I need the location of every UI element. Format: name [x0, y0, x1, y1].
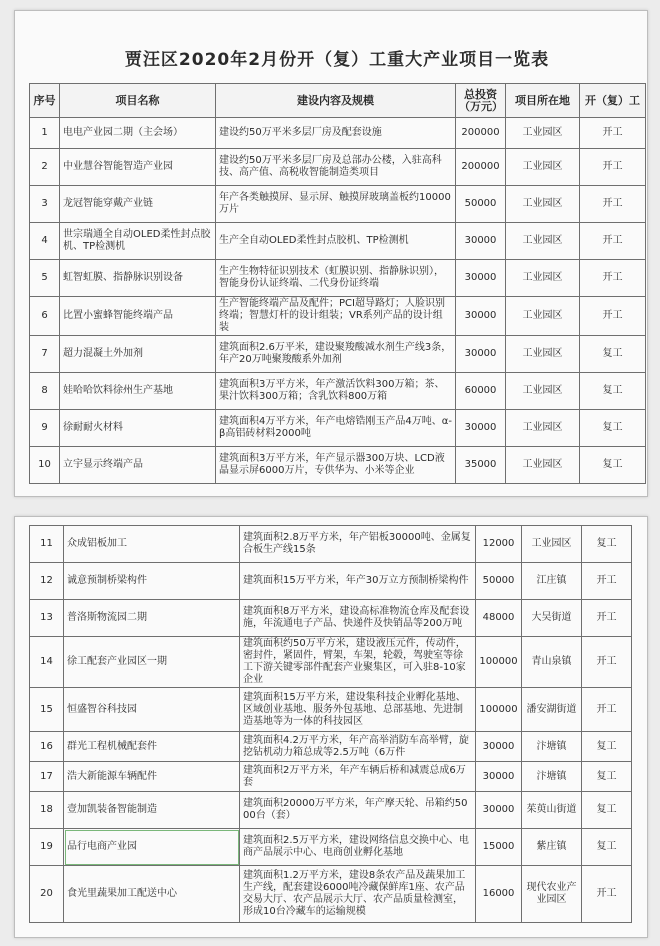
total-investment: 12000 — [476, 526, 522, 563]
project-location: 工业园区 — [506, 336, 580, 373]
total-investment: 200000 — [456, 118, 506, 149]
total-investment: 50000 — [456, 186, 506, 223]
project-name: 比置小蜜蜂智能终端产品 — [60, 297, 216, 336]
table-row — [30, 637, 632, 688]
document-title: 贾汪区2020年2月份开（复）工重大产业项目一览表 — [124, 50, 550, 70]
header-status: 开（复）工 — [580, 84, 646, 118]
project-name: 群光工程机械配套件 — [64, 732, 240, 762]
table-row — [30, 149, 646, 186]
row-number: 16 — [30, 732, 64, 762]
project-table-part-1 — [29, 83, 646, 484]
table-header-row — [30, 84, 646, 118]
project-content: 生产智能终端产品及配件；PCI超导路灯；人脸识别终端；智慧灯杆的设计组装；VR系列产品的设计组装 — [216, 297, 456, 336]
total-investment: 30000 — [476, 762, 522, 792]
project-location: 汴塘镇 — [522, 732, 582, 762]
table-row — [30, 260, 646, 297]
table-row — [30, 526, 632, 563]
total-investment: 30000 — [456, 297, 506, 336]
project-name: 超力混凝土外加剂 — [60, 336, 216, 373]
total-investment: 100000 — [476, 688, 522, 732]
total-investment: 15000 — [476, 829, 522, 866]
total-investment: 48000 — [476, 600, 522, 637]
project-status: 开工 — [580, 186, 646, 223]
project-name: 品行电商产业园 — [64, 829, 240, 866]
row-number: 19 — [30, 829, 64, 866]
header-invest: 总投资（万元） — [456, 84, 506, 118]
table-sheet-top — [14, 10, 648, 497]
row-number: 9 — [30, 410, 60, 447]
project-location: 工业园区 — [506, 118, 580, 149]
project-location: 工业园区 — [506, 373, 580, 410]
project-location: 工业园区 — [506, 447, 580, 484]
row-number: 1 — [30, 118, 60, 149]
project-status: 开工 — [580, 149, 646, 186]
project-name: 徐工配套产业园区一期 — [64, 637, 240, 688]
project-name: 食光里蔬果加工配送中心 — [64, 866, 240, 923]
row-number: 5 — [30, 260, 60, 297]
row-number: 7 — [30, 336, 60, 373]
row-number: 11 — [30, 526, 64, 563]
row-number: 17 — [30, 762, 64, 792]
project-status: 开工 — [580, 260, 646, 297]
project-status: 复工 — [582, 732, 632, 762]
table-row — [30, 118, 646, 149]
table-row — [30, 410, 646, 447]
project-content: 建设约50万平米多层厂房及总部办公楼，入驻高科技、高产值、高税收智能制造类项目 — [216, 149, 456, 186]
table-sheet-bottom — [14, 516, 648, 938]
project-content: 建筑面积2.6万平米，建设聚羧酸减水剂生产线3条，年产20万吨聚羧酸系外加剂 — [216, 336, 456, 373]
project-status: 复工 — [580, 336, 646, 373]
project-status: 开工 — [580, 118, 646, 149]
total-investment: 50000 — [476, 563, 522, 600]
project-content: 建筑面积3万平方米，年产显示器300万块、LCD液晶显示屏6000万片，专供华为、小米等企业 — [216, 447, 456, 484]
project-status: 开工 — [582, 637, 632, 688]
project-name: 恒盛智谷科技园 — [64, 688, 240, 732]
total-investment: 200000 — [456, 149, 506, 186]
row-number: 8 — [30, 373, 60, 410]
total-investment: 30000 — [456, 260, 506, 297]
table-row — [30, 336, 646, 373]
project-content: 建筑面积2.5万平方米，建设网络信息交换中心、电商产品展示中心、电商创业孵化基地 — [240, 829, 476, 866]
project-content: 建筑面积15万平方米，年产30万立方预制桥梁构件 — [240, 563, 476, 600]
row-number: 12 — [30, 563, 64, 600]
table-row — [30, 223, 646, 260]
project-content: 建筑面积2万平方米，年产车辆后桥和减震总成6万套 — [240, 762, 476, 792]
project-status: 开工 — [582, 866, 632, 923]
project-table-part-2 — [29, 525, 632, 923]
table-row — [30, 762, 632, 792]
project-content: 建筑面积4万平方米，年产电熔锆刚玉产品4万吨、α-β高铝砖材料2000吨 — [216, 410, 456, 447]
table-row — [30, 866, 632, 923]
project-name: 虹智虹膜、指静脉识别设备 — [60, 260, 216, 297]
project-content: 建筑面积4.2万平方米，年产高举消防车高举臂，旋挖钻机动力箱总成等2.5万吨（6万件 — [240, 732, 476, 762]
project-status: 复工 — [582, 829, 632, 866]
table-row — [30, 829, 632, 866]
project-status: 复工 — [580, 447, 646, 484]
project-content: 建筑面积2.8万平方米，年产铝板30000吨、金属复合板生产线15条 — [240, 526, 476, 563]
project-content: 建筑面积1.2万平方米，建设8条农产品及蔬果加工生产线，配套建设6000吨冷藏保鲜库1座、农产品交易大厅、农产品展示大厅、农产品质量检测室，形成10台冷藏车的运输规模 — [240, 866, 476, 923]
project-location: 工业园区 — [506, 149, 580, 186]
project-name: 电电产业园二期（主会场） — [60, 118, 216, 149]
project-location: 工业园区 — [506, 410, 580, 447]
project-location: 青山泉镇 — [522, 637, 582, 688]
project-content: 建筑面积15万平方米，建设集科技企业孵化基地、区域创业基地、服务外包基地、总部基地、先进制造基地等为一体的科技园区 — [240, 688, 476, 732]
project-name: 世宗瑞通全自动OLED柔性封点胶机、TP检测机 — [60, 223, 216, 260]
total-investment: 100000 — [476, 637, 522, 688]
project-content: 生产全自动OLED柔性封点胶机、TP检测机 — [216, 223, 456, 260]
table-row — [30, 600, 632, 637]
table-row — [30, 373, 646, 410]
project-location: 紫庄镇 — [522, 829, 582, 866]
table-row — [30, 792, 632, 829]
project-location: 工业园区 — [506, 223, 580, 260]
row-number: 10 — [30, 447, 60, 484]
table-row — [30, 688, 632, 732]
header-no: 序号 — [30, 84, 60, 118]
total-investment: 30000 — [456, 223, 506, 260]
project-location: 工业园区 — [506, 260, 580, 297]
project-status: 开工 — [582, 563, 632, 600]
project-content: 建设约50万平米多层厂房及配套设施 — [216, 118, 456, 149]
project-status: 开工 — [582, 600, 632, 637]
project-name: 普洛斯物流园二期 — [64, 600, 240, 637]
total-investment: 30000 — [456, 336, 506, 373]
project-status: 复工 — [580, 410, 646, 447]
header-location: 项目所在地 — [506, 84, 580, 118]
project-status: 复工 — [580, 373, 646, 410]
project-name: 诚意预制桥梁构件 — [64, 563, 240, 600]
project-location: 大吴街道 — [522, 600, 582, 637]
table-row — [30, 447, 646, 484]
row-number: 3 — [30, 186, 60, 223]
header-name: 项目名称 — [60, 84, 216, 118]
total-investment: 35000 — [456, 447, 506, 484]
project-status: 开工 — [580, 297, 646, 336]
total-investment: 16000 — [476, 866, 522, 923]
project-location: 工业园区 — [506, 186, 580, 223]
row-number: 14 — [30, 637, 64, 688]
project-name: 众成铝板加工 — [64, 526, 240, 563]
project-content: 建筑面积8万平方米，建设高标准物流仓库及配套设施，年流通电子产品、快递件及快销品等200万吨 — [240, 600, 476, 637]
project-name: 徐耐耐火材料 — [60, 410, 216, 447]
total-investment: 30000 — [476, 732, 522, 762]
project-location: 汴塘镇 — [522, 762, 582, 792]
row-number: 6 — [30, 297, 60, 336]
project-status: 开工 — [582, 688, 632, 732]
project-name: 浩大新能源车辆配件 — [64, 762, 240, 792]
project-name: 中业慧谷智能智造产业园 — [60, 149, 216, 186]
project-status: 复工 — [582, 792, 632, 829]
project-content: 年产各类触摸屏、显示屏、触摸屏玻璃盖板约10000万片 — [216, 186, 456, 223]
project-content: 建筑面积约50万平方米，建设液压元件，传动件，密封件，紧固件，臂架，车架，轮毂，驾驶室等徐工下游关键零部件配套产业聚集区，可入驻8-10家企业 — [240, 637, 476, 688]
project-content: 建筑面积3万平方米，年产激活饮料300万箱；茶、果汁饮料300万箱；含乳饮料800万箱 — [216, 373, 456, 410]
project-name: 壹加凯装备智能制造 — [64, 792, 240, 829]
total-investment: 30000 — [476, 792, 522, 829]
project-content: 建筑面积20000万平方米，年产摩天轮、吊箱约5000台（套） — [240, 792, 476, 829]
header-content: 建设内容及规模 — [216, 84, 456, 118]
project-name: 娃哈哈饮料徐州生产基地 — [60, 373, 216, 410]
table-row — [30, 732, 632, 762]
project-location: 现代农业产业园区 — [522, 866, 582, 923]
project-name: 立宇显示终端产品 — [60, 447, 216, 484]
project-location: 茱萸山街道 — [522, 792, 582, 829]
project-status: 复工 — [582, 526, 632, 563]
row-number: 4 — [30, 223, 60, 260]
table-row — [30, 563, 632, 600]
row-number: 2 — [30, 149, 60, 186]
project-location: 工业园区 — [522, 526, 582, 563]
row-number: 18 — [30, 792, 64, 829]
project-content: 生产生物特征识别技术（虹膜识别、指静脉识别），智能身份认证终端、二代身份证终端 — [216, 260, 456, 297]
total-investment: 30000 — [456, 410, 506, 447]
total-investment: 60000 — [456, 373, 506, 410]
project-status: 复工 — [582, 762, 632, 792]
project-status: 开工 — [580, 223, 646, 260]
row-number: 13 — [30, 600, 64, 637]
row-number: 15 — [30, 688, 64, 732]
project-location: 潘安湖街道 — [522, 688, 582, 732]
table-row — [30, 297, 646, 336]
project-name: 龙冠智能穿戴产业链 — [60, 186, 216, 223]
project-location: 江庄镇 — [522, 563, 582, 600]
table-row — [30, 186, 646, 223]
project-location: 工业园区 — [506, 297, 580, 336]
row-number: 20 — [30, 866, 64, 923]
